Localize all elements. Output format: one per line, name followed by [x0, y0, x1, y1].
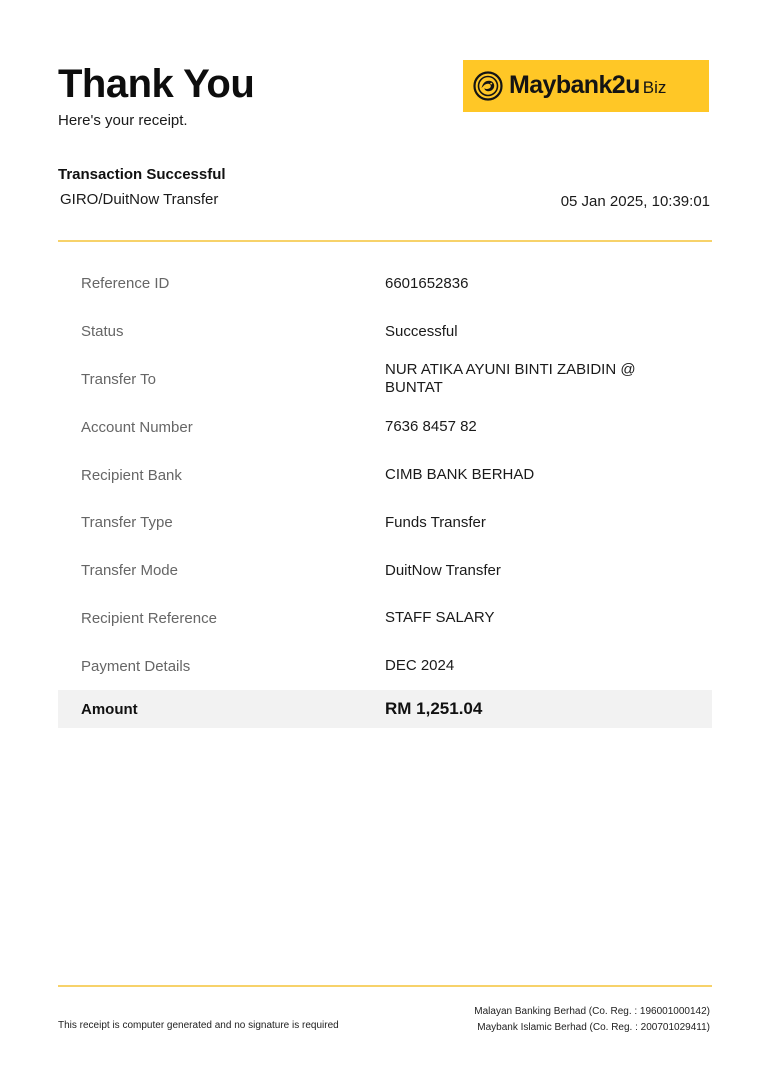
detail-row-payment-details	[58, 642, 712, 690]
detail-row-transfer-mode	[58, 547, 712, 595]
detail-row-recipient-bank	[58, 451, 712, 499]
entity-line: Malayan Banking Berhad (Co. Reg. : 196001000142)	[474, 1006, 710, 1017]
detail-row-transfer-to	[58, 356, 712, 404]
page-title: Thank You	[58, 62, 255, 106]
transaction-datetime: 05 Jan 2025, 10:39:01	[560, 193, 710, 210]
bank-entities	[474, 1004, 710, 1036]
amount-label: Amount	[81, 700, 138, 718]
receipt-details	[58, 260, 712, 718]
detail-row-account-number	[58, 403, 712, 451]
detail-label: Transfer To	[81, 370, 157, 388]
detail-row-status	[58, 308, 712, 356]
amount-value: RM 1,251.04	[385, 699, 483, 718]
detail-value: DEC 2024	[385, 657, 455, 675]
detail-label: Recipient Reference	[81, 609, 217, 627]
detail-value: 6601652836	[385, 274, 469, 292]
detail-label: Transfer Mode	[81, 562, 178, 580]
detail-value: NUR ATIKA AYUNI BINTI ZABIDIN @ BUNTAT	[385, 361, 636, 397]
detail-value: Successful	[385, 322, 458, 340]
detail-label: Payment Details	[81, 657, 191, 675]
logo-wordmark-main: Maybank2u	[509, 70, 640, 99]
detail-row-recipient-reference	[58, 595, 712, 643]
bottom-divider	[58, 985, 712, 987]
receipt-disclaimer: This receipt is computer generated and no signature is required	[58, 1020, 339, 1031]
page-subtitle: Here's your receipt.	[58, 112, 188, 129]
detail-row-reference-id	[58, 260, 712, 308]
amount-row	[58, 690, 712, 728]
detail-value: DuitNow Transfer	[385, 561, 501, 579]
detail-label: Status	[81, 323, 124, 341]
top-divider	[58, 240, 712, 242]
detail-label: Reference ID	[81, 275, 170, 293]
detail-value: STAFF SALARY	[385, 609, 495, 627]
logo-wordmark	[509, 59, 666, 114]
transfer-kind: GIRO/DuitNow Transfer	[60, 191, 219, 208]
entity-line: Maybank Islamic Berhad (Co. Reg. : 200701029411)	[477, 1022, 710, 1033]
detail-value: CIMB BANK BERHAD	[385, 466, 535, 484]
detail-value: 7636 8457 82	[385, 418, 477, 436]
detail-label: Account Number	[81, 418, 193, 436]
detail-label: Recipient Bank	[81, 466, 182, 484]
detail-label: Transfer Type	[81, 514, 173, 532]
detail-row-transfer-type	[58, 499, 712, 547]
logo-wordmark-suffix: Biz	[642, 77, 667, 97]
maybank2u-biz-logo	[463, 60, 709, 112]
transaction-status-heading: Transaction Successful	[58, 166, 226, 183]
maybank-tiger-icon	[473, 71, 503, 101]
detail-value: Funds Transfer	[385, 513, 486, 531]
